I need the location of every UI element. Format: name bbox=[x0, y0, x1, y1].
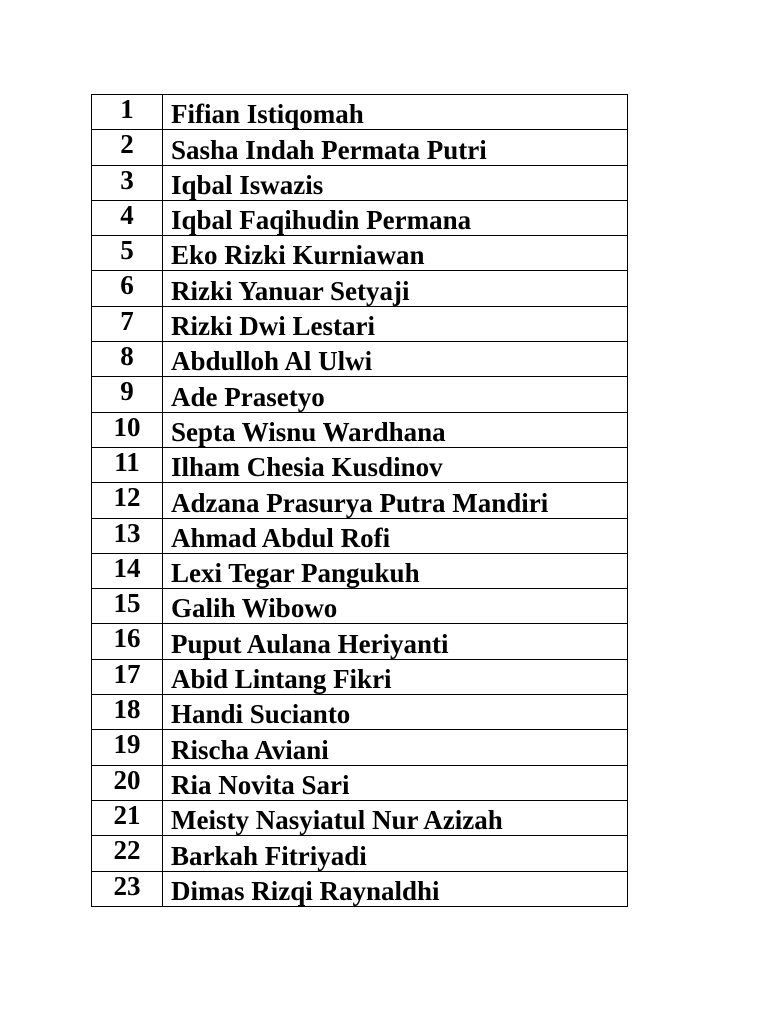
row-number: 6 bbox=[92, 271, 163, 306]
row-name: Ade Prasetyo bbox=[163, 377, 628, 412]
row-number: 12 bbox=[92, 483, 163, 518]
table-row bbox=[92, 836, 628, 871]
table-row bbox=[92, 306, 628, 341]
row-name: Sasha Indah Permata Putri bbox=[163, 130, 628, 165]
table-row bbox=[92, 589, 628, 624]
table-row bbox=[92, 447, 628, 482]
row-name: Ria Novita Sari bbox=[163, 765, 628, 800]
table-row bbox=[92, 200, 628, 235]
row-number: 17 bbox=[92, 659, 163, 694]
name-list-table bbox=[91, 94, 628, 907]
table-row bbox=[92, 624, 628, 659]
row-name: Fifian Istiqomah bbox=[163, 95, 628, 130]
row-number: 16 bbox=[92, 624, 163, 659]
row-number: 7 bbox=[92, 306, 163, 341]
table-row bbox=[92, 871, 628, 906]
row-name: Ahmad Abdul Rofi bbox=[163, 518, 628, 553]
row-number: 15 bbox=[92, 589, 163, 624]
table-row bbox=[92, 730, 628, 765]
table-row bbox=[92, 765, 628, 800]
row-name: Iqbal Faqihudin Permana bbox=[163, 200, 628, 235]
row-number: 1 bbox=[92, 95, 163, 130]
row-name: Rischa Aviani bbox=[163, 730, 628, 765]
row-name: Adzana Prasurya Putra Mandiri bbox=[163, 483, 628, 518]
table-row bbox=[92, 377, 628, 412]
row-number: 8 bbox=[92, 342, 163, 377]
table-row bbox=[92, 165, 628, 200]
row-number: 14 bbox=[92, 553, 163, 588]
row-name: Abdulloh Al Ulwi bbox=[163, 342, 628, 377]
row-number: 11 bbox=[92, 447, 163, 482]
row-number: 5 bbox=[92, 236, 163, 271]
row-number: 3 bbox=[92, 165, 163, 200]
row-name: Galih Wibowo bbox=[163, 589, 628, 624]
row-number: 13 bbox=[92, 518, 163, 553]
table-row bbox=[92, 659, 628, 694]
name-list-body bbox=[92, 95, 628, 907]
row-number: 10 bbox=[92, 412, 163, 447]
table-row bbox=[92, 236, 628, 271]
table-row bbox=[92, 553, 628, 588]
row-number: 22 bbox=[92, 836, 163, 871]
row-number: 9 bbox=[92, 377, 163, 412]
table-row bbox=[92, 412, 628, 447]
table-row bbox=[92, 95, 628, 130]
table-row bbox=[92, 271, 628, 306]
row-name: Eko Rizki Kurniawan bbox=[163, 236, 628, 271]
row-name: Rizki Dwi Lestari bbox=[163, 306, 628, 341]
row-number: 4 bbox=[92, 200, 163, 235]
row-number: 20 bbox=[92, 765, 163, 800]
row-number: 23 bbox=[92, 871, 163, 906]
row-name: Rizki Yanuar Setyaji bbox=[163, 271, 628, 306]
row-name: Iqbal Iswazis bbox=[163, 165, 628, 200]
table-row bbox=[92, 483, 628, 518]
table-row bbox=[92, 518, 628, 553]
row-name: Barkah Fitriyadi bbox=[163, 836, 628, 871]
row-name: Puput Aulana Heriyanti bbox=[163, 624, 628, 659]
row-number: 19 bbox=[92, 730, 163, 765]
row-name: Septa Wisnu Wardhana bbox=[163, 412, 628, 447]
row-name: Handi Sucianto bbox=[163, 695, 628, 730]
row-name: Abid Lintang Fikri bbox=[163, 659, 628, 694]
row-name: Dimas Rizqi Raynaldhi bbox=[163, 871, 628, 906]
table-row bbox=[92, 800, 628, 835]
table-row bbox=[92, 695, 628, 730]
row-number: 18 bbox=[92, 695, 163, 730]
table-row bbox=[92, 130, 628, 165]
row-name: Meisty Nasyiatul Nur Azizah bbox=[163, 800, 628, 835]
row-number: 21 bbox=[92, 800, 163, 835]
table-row bbox=[92, 342, 628, 377]
row-name: Lexi Tegar Pangukuh bbox=[163, 553, 628, 588]
row-number: 2 bbox=[92, 130, 163, 165]
row-name: Ilham Chesia Kusdinov bbox=[163, 447, 628, 482]
